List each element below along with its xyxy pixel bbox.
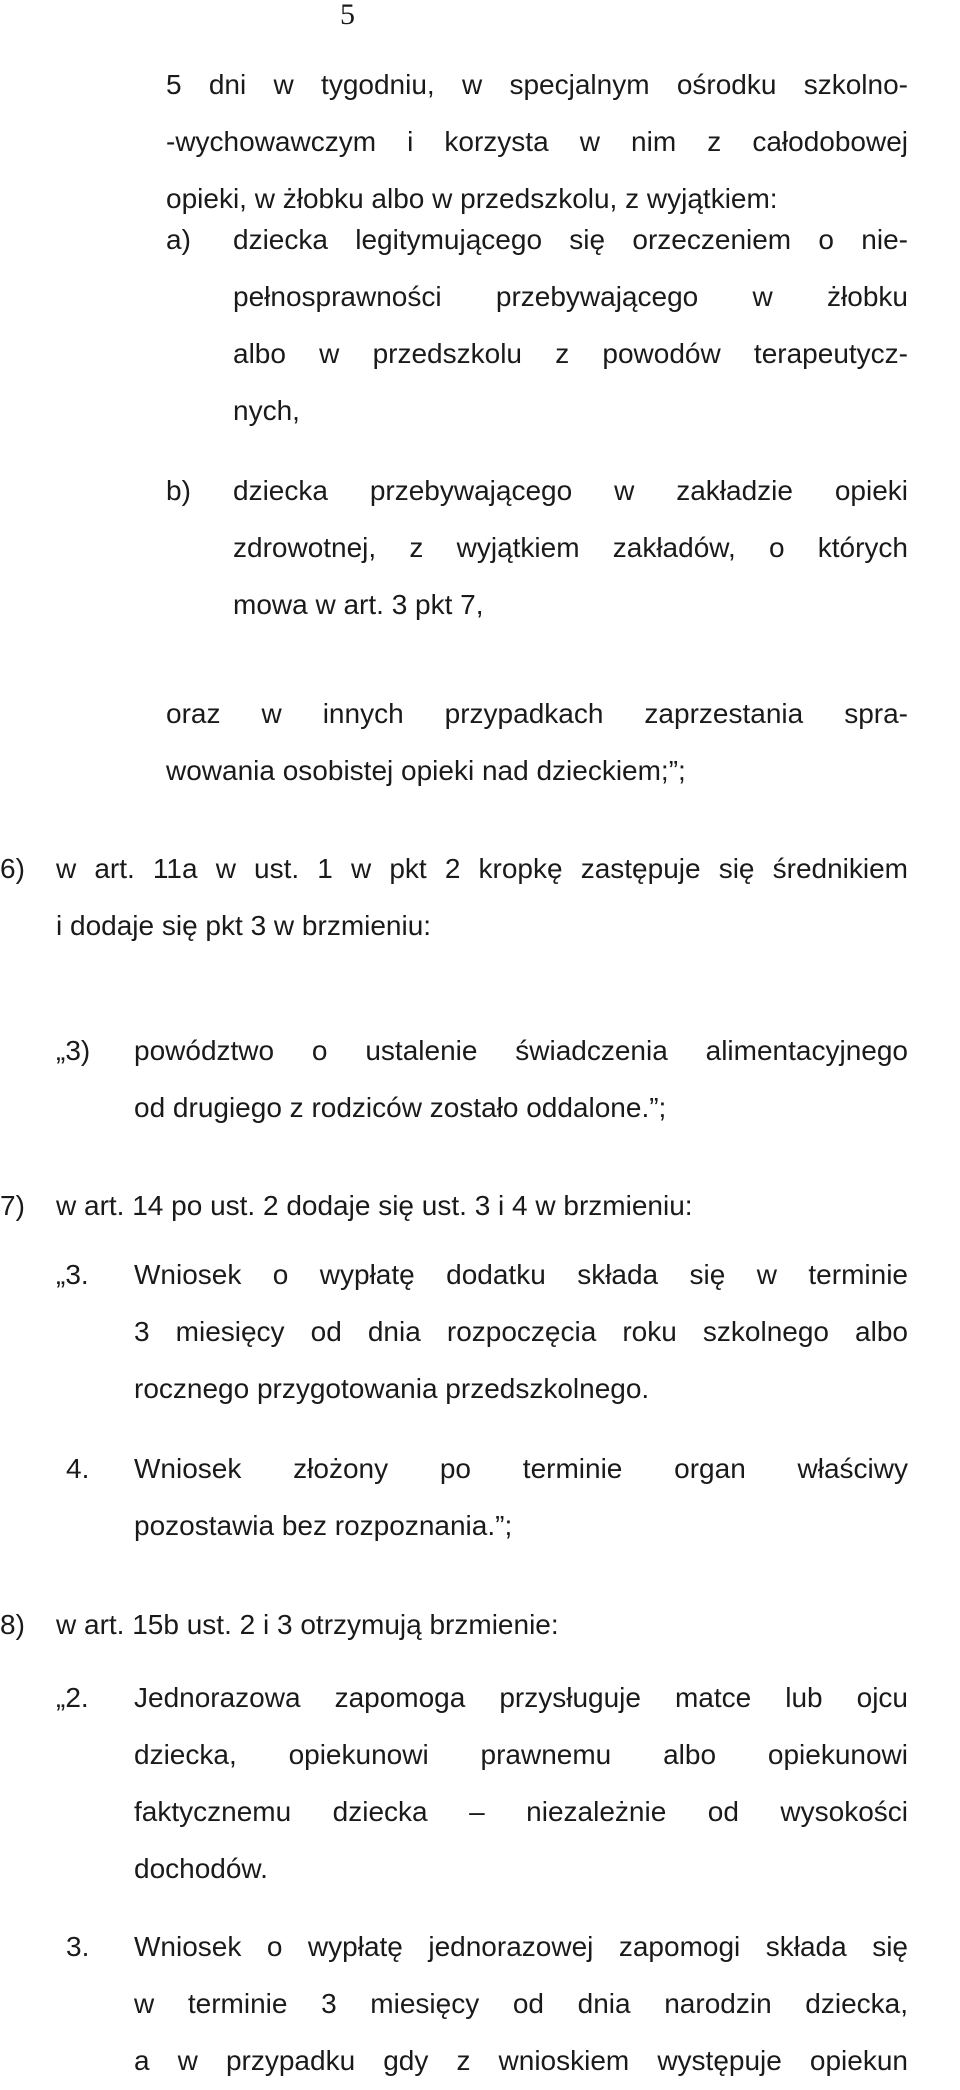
text-line: 5 dni w tygodniu, w specjalnym ośrodku szkolno- [166, 69, 908, 100]
text-line: Wniosek złożony po terminie organ właściwy [134, 1453, 908, 1484]
text-line: rocznego przygotowania przedszkolnego. [134, 1373, 650, 1404]
point-7-ust-4-label: 4. [66, 1453, 90, 1484]
text-line: dziecka przebywającego w zakładzie opieki [233, 475, 908, 506]
text-line: a w przypadku gdy z wnioskiem występuje opiekun [134, 2045, 908, 2076]
text-line: w art. 11a w ust. 1 w pkt 2 kropkę zastępuje się średnikiem [56, 853, 908, 884]
point-7-label: 7) [0, 1190, 25, 1221]
page-number: 5 [340, 0, 355, 31]
item-a-text [233, 211, 908, 439]
point-6-label: 6) [0, 853, 25, 884]
closing-paragraph [166, 685, 908, 799]
text-line: w art. 15b ust. 2 i 3 otrzymują brzmienie: [56, 1609, 559, 1640]
point-8-text [56, 1596, 908, 1653]
point-6-text [56, 840, 908, 954]
text-line: w art. 14 po ust. 2 dodaje się ust. 3 i 4 w brzmieniu: [56, 1190, 693, 1221]
point-7-ust-3-label: „3. [56, 1259, 89, 1290]
text-line: dochodów. [134, 1853, 268, 1884]
text-line: w terminie 3 miesięcy od dnia narodzin dziecka, [134, 1988, 908, 2019]
text-line: opieki, w żłobku albo w przedszkolu, z wyjątkiem: [166, 183, 778, 214]
text-line: Wniosek o wypłatę jednorazowej zapomogi składa się [134, 1931, 908, 1962]
text-line: Jednorazowa zapomoga przysługuje matce lub ojcu [134, 1682, 908, 1713]
point-6-sub-3-text [134, 1022, 908, 1136]
text-line: zdrowotnej, z wyjątkiem zakładów, o których [233, 532, 908, 563]
item-a-label: a) [166, 224, 191, 255]
intro-paragraph [166, 56, 908, 227]
text-line: od drugiego z rodziców zostało oddalone.”; [134, 1092, 667, 1123]
text-line: wowania osobistej opieki nad dzieckiem;”; [166, 755, 686, 786]
text-line: 3 miesięcy od dnia rozpoczęcia roku szkolnego albo [134, 1316, 908, 1347]
point-7-ust-4-text [134, 1440, 908, 1554]
point-7-text [56, 1177, 908, 1234]
point-7-ust-3-text [134, 1246, 908, 1417]
text-line: pozostawia bez rozpoznania.”; [134, 1510, 513, 1541]
point-8-ust-2-text [134, 1669, 908, 1897]
text-line: i dodaje się pkt 3 w brzmieniu: [56, 910, 432, 941]
item-b-label: b) [166, 475, 191, 506]
text-line: dziecka legitymującego się orzeczeniem o nie- [233, 224, 908, 255]
text-line: faktycznemu dziecka – niezależnie od wysokości [134, 1796, 908, 1827]
text-line: nych, [233, 395, 300, 426]
point-8-ust-3-text [134, 1918, 908, 2089]
text-line: -wychowawczym i korzysta w nim z całodobowej [166, 126, 908, 157]
text-line: powództwo o ustalenie świadczenia alimentacyjnego [134, 1035, 908, 1066]
item-b-text [233, 462, 908, 633]
point-8-ust-2-label: „2. [56, 1682, 89, 1713]
point-6-sub-3-label: „3) [56, 1035, 91, 1066]
text-line: oraz w innych przypadkach zaprzestania spra- [166, 698, 908, 729]
point-8-ust-3-label: 3. [66, 1931, 90, 1962]
text-line: mowa w art. 3 pkt 7, [233, 589, 484, 620]
text-line: pełnosprawności przebywającego w żłobku [233, 281, 908, 312]
text-line: albo w przedszkolu z powodów terapeutycz- [233, 338, 908, 369]
point-8-label: 8) [0, 1609, 25, 1640]
text-line: Wniosek o wypłatę dodatku składa się w terminie [134, 1259, 908, 1290]
text-line: dziecka, opiekunowi prawnemu albo opiekunowi [134, 1739, 908, 1770]
